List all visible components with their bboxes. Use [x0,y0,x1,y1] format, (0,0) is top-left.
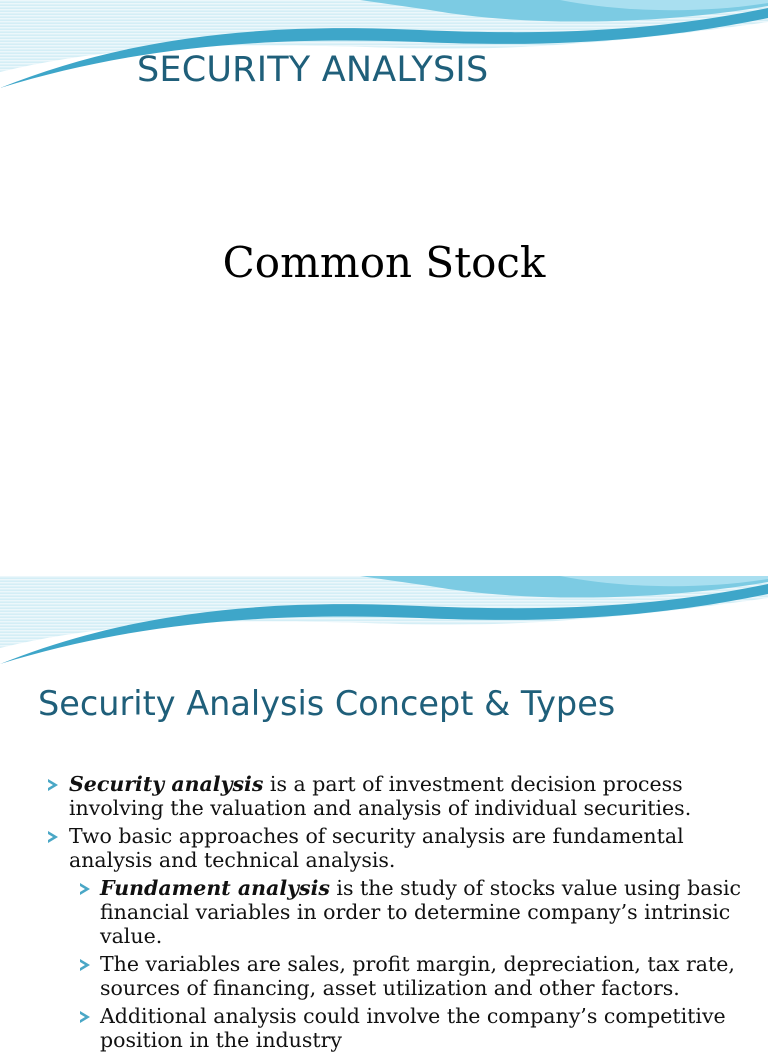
bullet-lead: Security analysis [69,772,264,796]
arrow-bullet-icon [48,779,58,791]
sub-bullet-item [0,952,768,1000]
bullet-text: is the study of stocks value using basic financial variables in order to determine company’s intrinsic value. [100,876,742,948]
sub-bullet-item [0,876,768,948]
bullet-lead: Fundament analysis [100,876,330,900]
bullet-text: is a part of investment decision process involving the valuation and analysis of individual securities. [69,772,692,820]
bullet-item [0,824,768,872]
sub-bullet-item [0,1004,768,1052]
slide-1-subtitle: Common Stock [222,238,546,287]
slide-2-title: Security Analysis Concept & Types [38,684,616,723]
wave-header-graphic [0,576,768,666]
arrow-bullet-icon [80,959,90,971]
bullet-text: Two basic approaches of security analysis are fundamental analysis and technical analysis. [69,824,684,872]
bullet-text: Additional analysis could involve the company’s competitive position in the industry [100,1004,726,1052]
slide-1-title: SECURITY ANALYSIS [137,50,489,90]
arrow-bullet-icon [80,1011,90,1023]
bullet-list [0,772,768,1056]
slide-2 [0,576,768,1052]
arrow-bullet-icon [48,831,58,843]
arrow-bullet-icon [80,883,90,895]
bullet-text: The variables are sales, profit margin, depreciation, tax rate, sources of financing, asset utilization and other factors. [100,952,735,1000]
bullet-item [0,772,768,820]
